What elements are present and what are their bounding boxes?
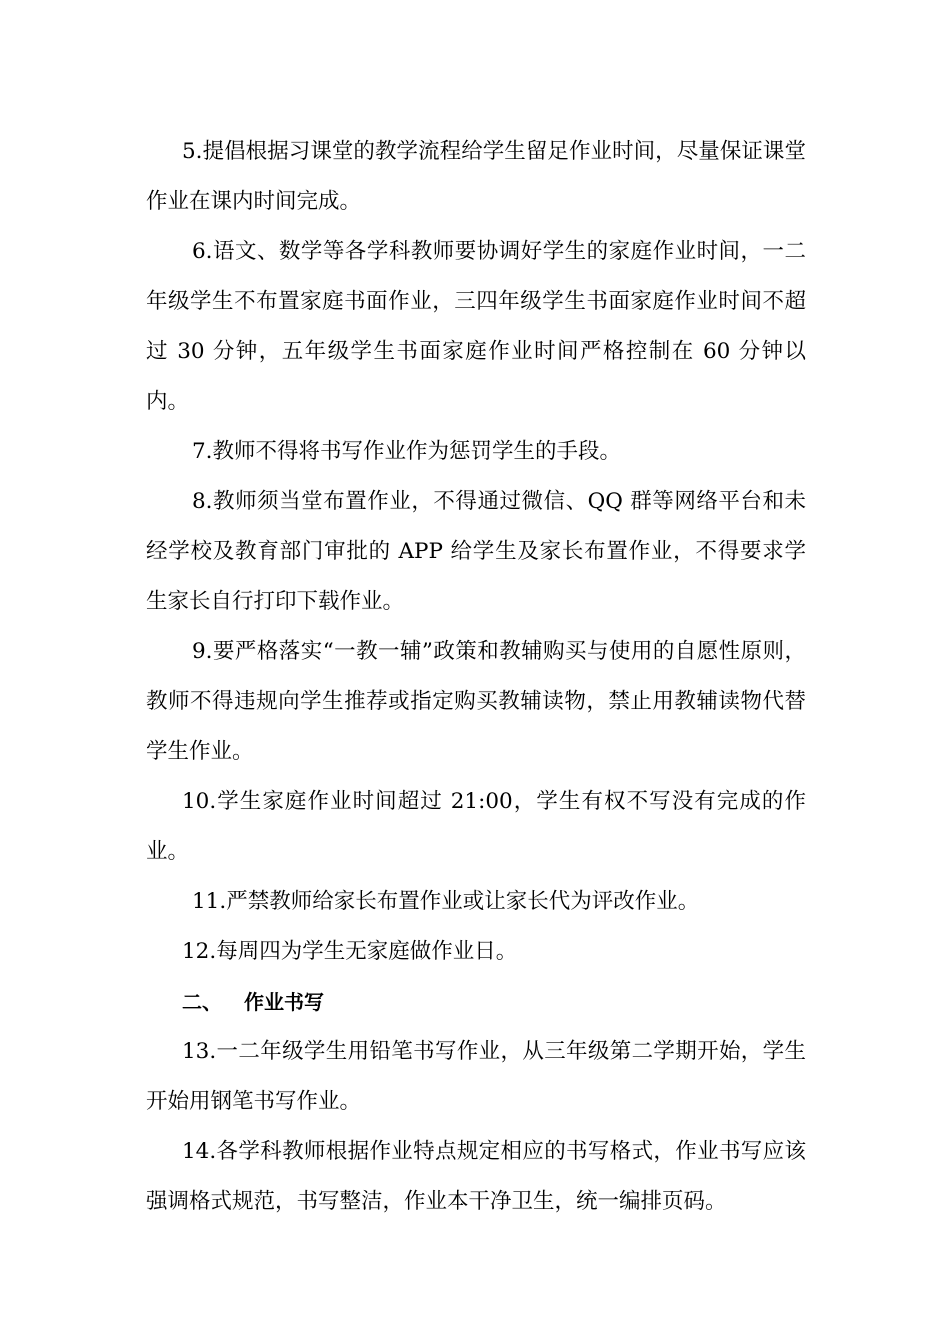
paragraph-item-10: 10.学生家庭作业时间超过 21:00，学生有权不写没有完成的作业。 (146, 789, 806, 864)
document-page (146, 127, 806, 1227)
paragraph-item-12: 12.每周四为学生无家庭做作业日。 (182, 939, 518, 964)
paragraph-item-6: 6.语文、数学等各学科教师要协调好学生的家庭作业时间，一二年级学生不布置家庭书面作业，三四年级学生书面家庭作业时间不超过 30 分钟，五年级学生书面家庭作业时间严格控制在 60 分钟以内。 (146, 239, 806, 414)
paragraph-item-13: 13.一二年级学生用铅笔书写作业，从三年级第二学期开始，学生开始用钢笔书写作业。 (146, 1039, 806, 1114)
section-heading-number: 二、 (182, 990, 222, 1014)
paragraph-item-8: 8.教师须当堂布置作业，不得通过微信、QQ 群等网络平台和未经学校及教育部门审批的 APP 给学生及家长布置作业，不得要求学生家长自行打印下载作业。 (146, 489, 806, 614)
paragraph-item-11: 11.严禁教师给家长布置作业或让家长代为评改作业。 (192, 889, 700, 914)
section-heading (146, 977, 806, 1027)
paragraph-item-5: 5.提倡根据习课堂的教学流程给学生留足作业时间，尽量保证课堂作业在课内时间完成。 (146, 139, 806, 214)
section-heading-title: 作业书写 (244, 990, 324, 1014)
paragraph-item-9: 9.要严格落实“一教一辅”政策和教辅购买与使用的自愿性原则，教师不得违规向学生推荐或指定购买教辅读物，禁止用教辅读物代替学生作业。 (146, 639, 806, 764)
paragraph-item-14: 14.各学科教师根据作业特点规定相应的书写格式，作业书写应该强调格式规范，书写整洁，作业本干净卫生，统一编排页码。 (146, 1139, 806, 1214)
paragraph-item-7: 7.教师不得将书写作业作为惩罚学生的手段。 (192, 439, 622, 464)
